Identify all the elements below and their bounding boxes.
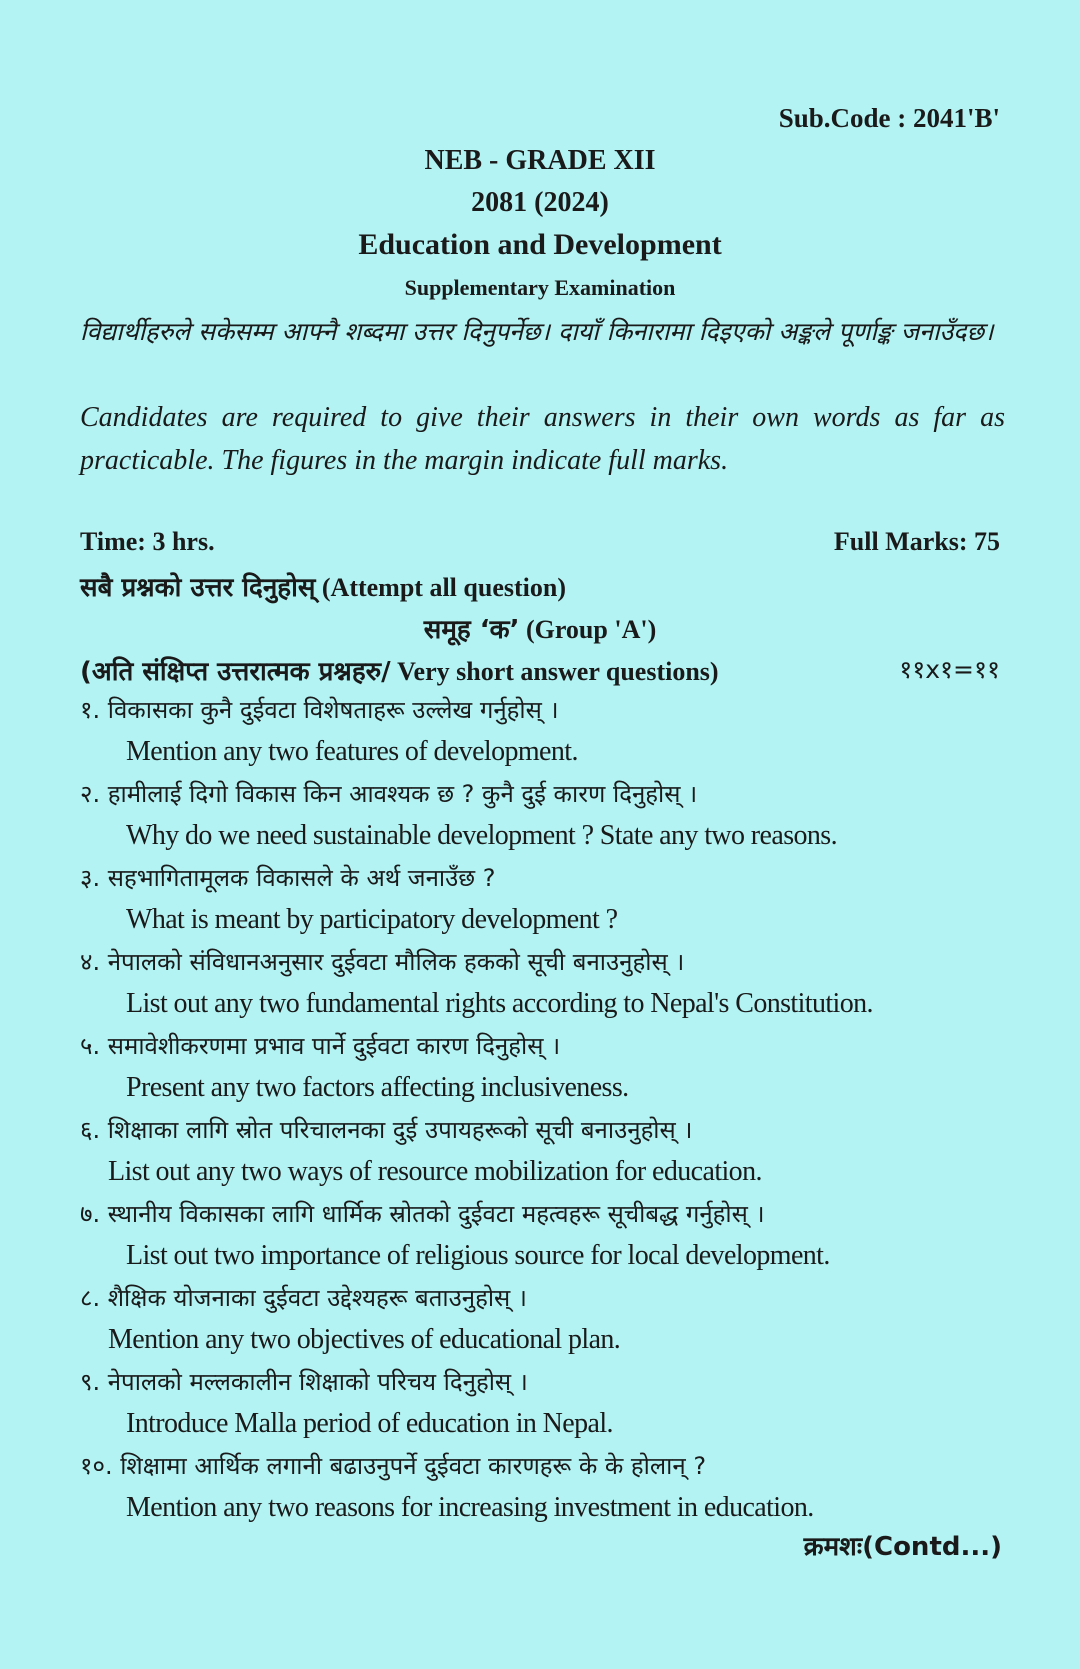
question-nepali: ५. समावेशीकरणमा प्रभाव पार्ने दुईवटा कारण दिनुहोस् । [80, 1032, 561, 1060]
group-heading [0, 610, 1080, 646]
exam-type: Supplementary Examination [404, 275, 676, 300]
question-english: Mention any two objectives of educational plan. [108, 1324, 621, 1355]
question-english: List out two importance of religious source for local development. [126, 1240, 830, 1271]
question-nepali: ९. नेपालको मल्लकालीन शिक्षाको परिचय दिनुहोस् । [80, 1368, 528, 1396]
question-4 [80, 942, 1010, 1026]
question-english: Mention any two features of development. [126, 736, 578, 767]
section-english: Very short answer questions) [397, 657, 719, 686]
question-nepali: ४. नेपालको संविधानअनुसार दुईवटा मौलिक हकको सूची बनाउनुहोस् । [80, 948, 685, 976]
sub-code: Sub.Code : 2041'B' [778, 103, 1000, 133]
section-heading [80, 652, 1000, 688]
group-english: (Group 'A') [525, 615, 657, 644]
subject-title: Education and Development [358, 228, 722, 261]
instructions-english: Candidates are required to give their answers in their own words as far as practicable. The figures in the margin indicate full marks. [80, 402, 1005, 476]
board-grade: NEB - GRADE XII [424, 145, 656, 176]
question-nepali: ३. सहभागितामूलक विकासले के अर्थ जनाउँछ ? [80, 864, 496, 892]
question-nepali: ६. शिक्षाका लागि स्रोत परिचालनका दुई उपायहरूको सूची बनाउनुहोस् । [80, 1116, 693, 1144]
question-english: What is meant by participatory development ? [126, 904, 618, 935]
time-allowed: Time: 3 hrs. [80, 527, 215, 556]
question-nepali: ८. शैक्षिक योजनाका दुईवटा उद्देश्यहरू बताउनुहोस् । [80, 1284, 528, 1312]
question-english: Introduce Malla period of education in Nepal. [126, 1408, 613, 1439]
section-marks: ११x१=११ [899, 655, 1000, 684]
question-nepali: ७. स्थानीय विकासका लागि धार्मिक स्रोतको दुईवटा महत्वहरू सूचीबद्ध गर्नुहोस् । [80, 1200, 765, 1228]
instructions-nepali: विद्यार्थीहरुले सकेसम्म आफ्नै शब्दमा उत्तर दिनुपर्नेछ। दायाँ किनारामा दिइएको अङ्कले पूर्णाङ्क जनाउँदछ। [80, 317, 994, 346]
question-5 [80, 1026, 1010, 1110]
section-nepali: (अति संक्षिप्त उत्तरात्मक प्रश्नहरु/ [80, 657, 391, 687]
attempt-english: (Attempt all question) [321, 573, 566, 602]
question-english: List out any two ways of resource mobilization for education. [108, 1156, 762, 1187]
question-6 [80, 1110, 1010, 1194]
question-1 [80, 690, 1010, 774]
question-nepali: १. विकासका कुनै दुईवटा विशेषताहरू उल्लेख गर्नुहोस् । [80, 696, 559, 724]
question-english: Mention any two reasons for increasing investment in education. [126, 1492, 814, 1523]
question-8 [80, 1278, 1010, 1362]
question-english: Why do we need sustainable development ? State any two reasons. [126, 820, 837, 851]
question-9 [80, 1362, 1010, 1446]
continued-marker: क्रमशः(Contd...) [803, 1532, 1002, 1562]
attempt-nepali: सबै प्रश्नको उत्तर दिनुहोस् [80, 573, 316, 603]
attempt-instruction [80, 568, 1000, 604]
question-7 [80, 1194, 1010, 1278]
full-marks: Full Marks: 75 [833, 527, 1000, 556]
question-10 [80, 1446, 1010, 1530]
question-nepali: १०. शिक्षामा आर्थिक लगानी बढाउनुपर्ने दुईवटा कारणहरू के के होलान् ? [80, 1452, 707, 1480]
question-nepali: २. हामीलाई दिगो विकास किन आवश्यक छ ? कुनै दुई कारण दिनुहोस् । [80, 780, 698, 808]
question-english: List out any two fundamental rights according to Nepal's Constitution. [126, 988, 873, 1019]
group-nepali: समूह ‘क’ [423, 615, 520, 645]
question-3 [80, 858, 1010, 942]
question-2 [80, 774, 1010, 858]
exam-year: 2081 (2024) [471, 187, 609, 218]
question-english: Present any two factors affecting inclusiveness. [126, 1072, 629, 1103]
